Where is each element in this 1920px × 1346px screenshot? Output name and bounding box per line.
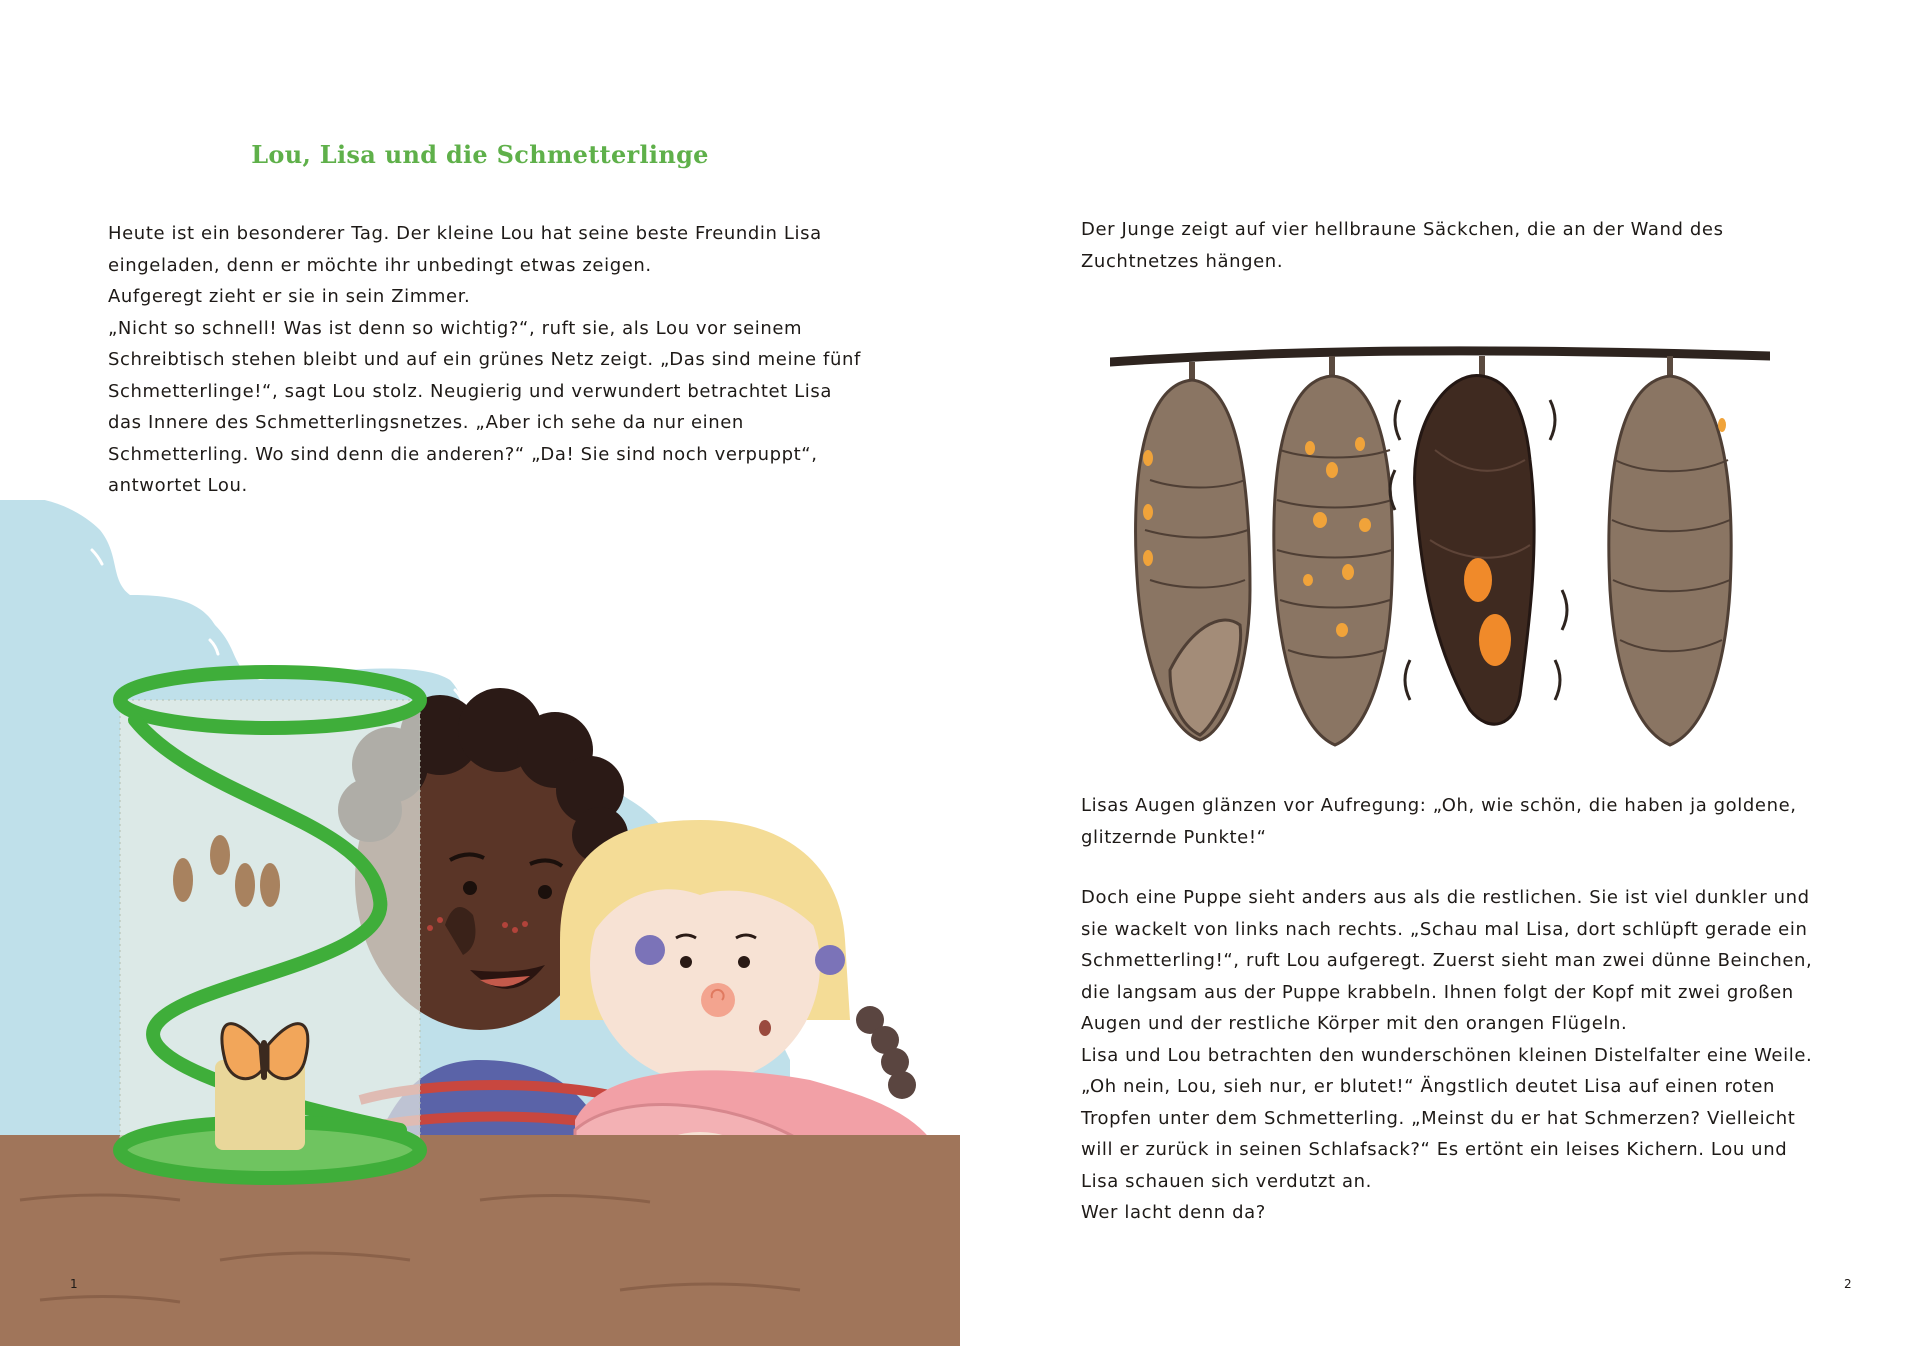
pupa-dark-hatching <box>1390 356 1567 724</box>
right-page-text-top <box>1081 214 1821 277</box>
paragraph: Lisas Augen glänzen vor Aufregung: „Oh, wie schön, die haben ja goldene, glitzernde Punkte!“ <box>1081 795 1797 848</box>
caterpillar <box>856 1006 916 1099</box>
paragraph: Lisa und Lou betrachten den wunderschönen kleinen Distelfalter eine Weile. <box>1081 1044 1813 1066</box>
hair-tie <box>635 935 665 965</box>
paragraph: Wer lacht denn da? <box>1081 1202 1266 1223</box>
paragraph: „Oh nein, Lou, sieh nur, er blutet!“ Ängstlich deutet Lisa auf einen roten Tropfen unter dem Schmetterling. „Meinst du er hat Schmerzen? Vielleicht will er zurück in seinen Schlafsack?“ Es ertönt ein leises Kichern. Lou und Lisa schauen sich verdutzt an. <box>1081 1076 1796 1192</box>
pupa <box>1274 356 1393 745</box>
paragraph: Der Junge zeigt auf vier hellbraune Säckchen, die an der Wand des Zuchtnetzes hängen. <box>1081 219 1724 272</box>
paragraph: Aufgeregt zieht er sie in sein Zimmer. <box>108 286 471 307</box>
paragraph: „Nicht so schnell! Was ist denn so wichtig?“, ruft sie, als Lou vor seinem Schreibtisch stehen bleibt und auf ein grünes Netz zeigt. „Das sind meine fünf Schmetterlinge!“, sagt Lou stolz. Neugierig und verwundert betrachtet Lisa das Innere des Schmetterlingsnetzes. „Aber ich sehe da nur einen Schmetterling. Wo sind denn die anderen?“ „Da! Sie sind noch verpuppt“, antwortet Lou. <box>108 317 861 496</box>
pupa <box>1609 356 1731 745</box>
right-page-text-bottom <box>1081 790 1821 1229</box>
pupa <box>1136 362 1250 740</box>
paragraph-gap <box>1081 853 1821 882</box>
illustration-boy-girl-butterfly-net <box>0 500 960 1346</box>
paragraph: Doch eine Puppe sieht anders aus als die restlichen. Sie ist viel dunkler und sie wackelt von links nach rechts. „Schau mal Lisa, dort schlüpft gerade ein Schmetterling!“, ruft Lou aufgeregt. Zuerst sieht man zwei dünne Beinchen, die langsam aus der Puppe krabbeln. Ihnen folgt der Kopf mit zwei großen Augen und der restliche Körper mit den orangen Flügeln. <box>1081 887 1813 1034</box>
page-number: 1 <box>70 1277 78 1291</box>
paragraph: Heute ist ein besonderer Tag. Der kleine Lou hat seine beste Freundin Lisa eingeladen, denn er möchte ihr unbedingt etwas zeigen. <box>108 223 822 276</box>
story-title: Lou, Lisa und die Schmetterlinge <box>251 140 709 169</box>
page-number: 2 <box>1844 1277 1852 1291</box>
illustration-four-pupae-on-branch <box>1110 340 1770 760</box>
left-page-text <box>108 218 868 502</box>
right-page <box>960 0 1920 1346</box>
butterfly-net <box>120 672 420 1178</box>
